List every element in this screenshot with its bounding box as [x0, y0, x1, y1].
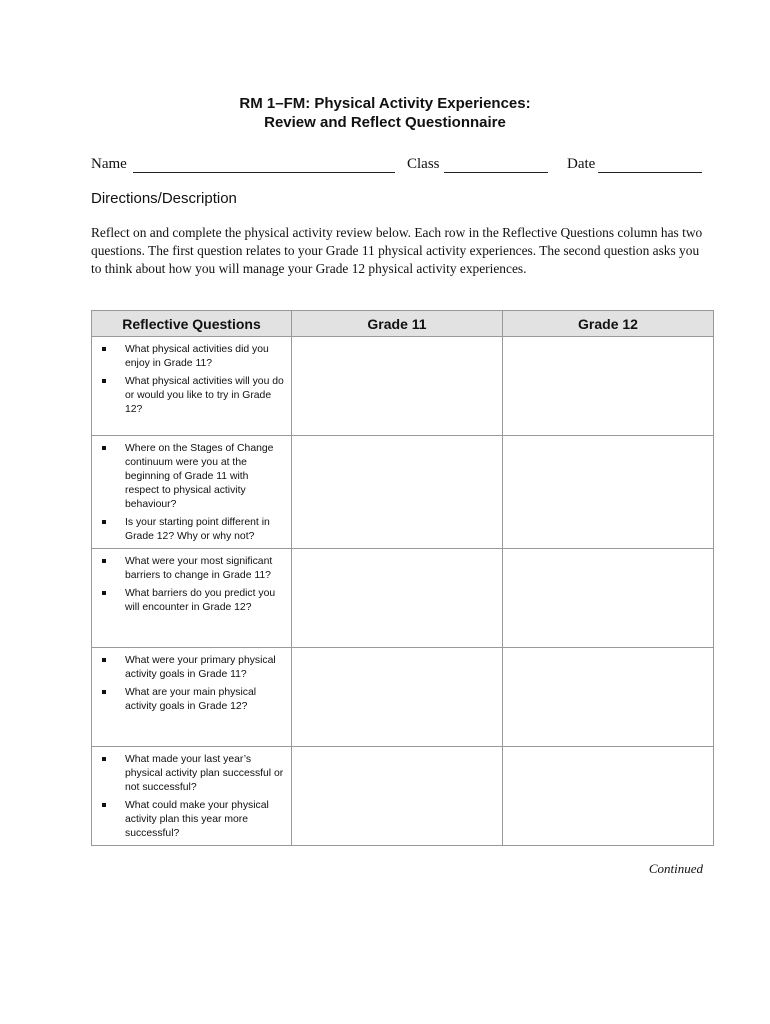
class-label: Class	[407, 156, 440, 172]
class-field[interactable]	[444, 172, 548, 173]
question-item: What physical activities will you do or would you like to try in Grade 12?	[100, 375, 285, 417]
question-item: What physical activities did you enjoy in Grade 11?	[100, 343, 285, 371]
bullet-icon	[102, 520, 106, 524]
table-row	[92, 436, 714, 549]
table-row	[92, 747, 714, 846]
grade-12-answer-cell[interactable]	[503, 436, 714, 549]
table-row	[92, 337, 714, 436]
grade-12-answer-cell[interactable]	[503, 337, 714, 436]
question-item: What made your last year’s physical activity plan successful or not successful?	[100, 753, 285, 795]
bullet-icon	[102, 347, 106, 351]
questionnaire-table	[91, 310, 714, 846]
date-field[interactable]	[598, 172, 702, 173]
questions-cell	[92, 648, 292, 747]
question-item: What could make your physical activity plan this year more successful?	[100, 799, 285, 841]
grade-12-answer-cell[interactable]	[503, 549, 714, 648]
student-info-fields	[91, 156, 702, 176]
bullet-icon	[102, 591, 106, 595]
header-reflective-questions: Reflective Questions	[92, 311, 292, 337]
header-grade-12: Grade 12	[503, 311, 714, 337]
grade-11-answer-cell[interactable]	[292, 549, 503, 648]
question-item: Is your starting point different in Grade 12? Why or why not?	[100, 516, 285, 544]
grade-11-answer-cell[interactable]	[292, 648, 503, 747]
name-label: Name	[91, 156, 127, 172]
header-grade-11: Grade 11	[292, 311, 503, 337]
directions-text: Reflect on and complete the physical activity review below. Each row in the Reflective Questions column has two questions. The first question relates to your Grade 11 physical activity experiences. The second question asks you to think about how you will manage your Grade 12 physical activity experiences.	[91, 225, 703, 276]
name-field[interactable]	[133, 172, 395, 173]
bullet-icon	[102, 803, 106, 807]
bullet-icon	[102, 379, 106, 383]
grade-11-answer-cell[interactable]	[292, 436, 503, 549]
question-item: What were your primary physical activity goals in Grade 11?	[100, 654, 285, 682]
bullet-icon	[102, 446, 106, 450]
questions-cell	[92, 747, 292, 846]
questions-cell	[92, 436, 292, 549]
questions-cell	[92, 337, 292, 436]
continued-note: Continued	[648, 861, 703, 876]
bullet-icon	[102, 658, 106, 662]
bullet-icon	[102, 690, 106, 694]
table-header-row	[92, 311, 714, 337]
grade-11-answer-cell[interactable]	[292, 337, 503, 436]
grade-11-answer-cell[interactable]	[292, 747, 503, 846]
bullet-icon	[102, 559, 106, 563]
page-title: RM 1–FM: Physical Activity Experiences:	[239, 95, 531, 112]
questions-cell	[92, 549, 292, 648]
grade-12-answer-cell[interactable]	[503, 747, 714, 846]
question-item: What are your main physical activity goals in Grade 12?	[100, 686, 285, 714]
table-row	[92, 648, 714, 747]
page-subtitle: Review and Reflect Questionnaire	[264, 114, 506, 131]
question-item: What barriers do you predict you will encounter in Grade 12?	[100, 587, 285, 615]
directions-heading: Directions/Description	[91, 190, 237, 207]
date-label: Date	[567, 156, 596, 172]
question-item: What were your most significant barriers to change in Grade 11?	[100, 555, 285, 583]
bullet-icon	[102, 757, 106, 761]
question-item: Where on the Stages of Change continuum were you at the beginning of Grade 11 with respect to physical activity behaviour?	[100, 442, 285, 512]
table-row	[92, 549, 714, 648]
grade-12-answer-cell[interactable]	[503, 648, 714, 747]
